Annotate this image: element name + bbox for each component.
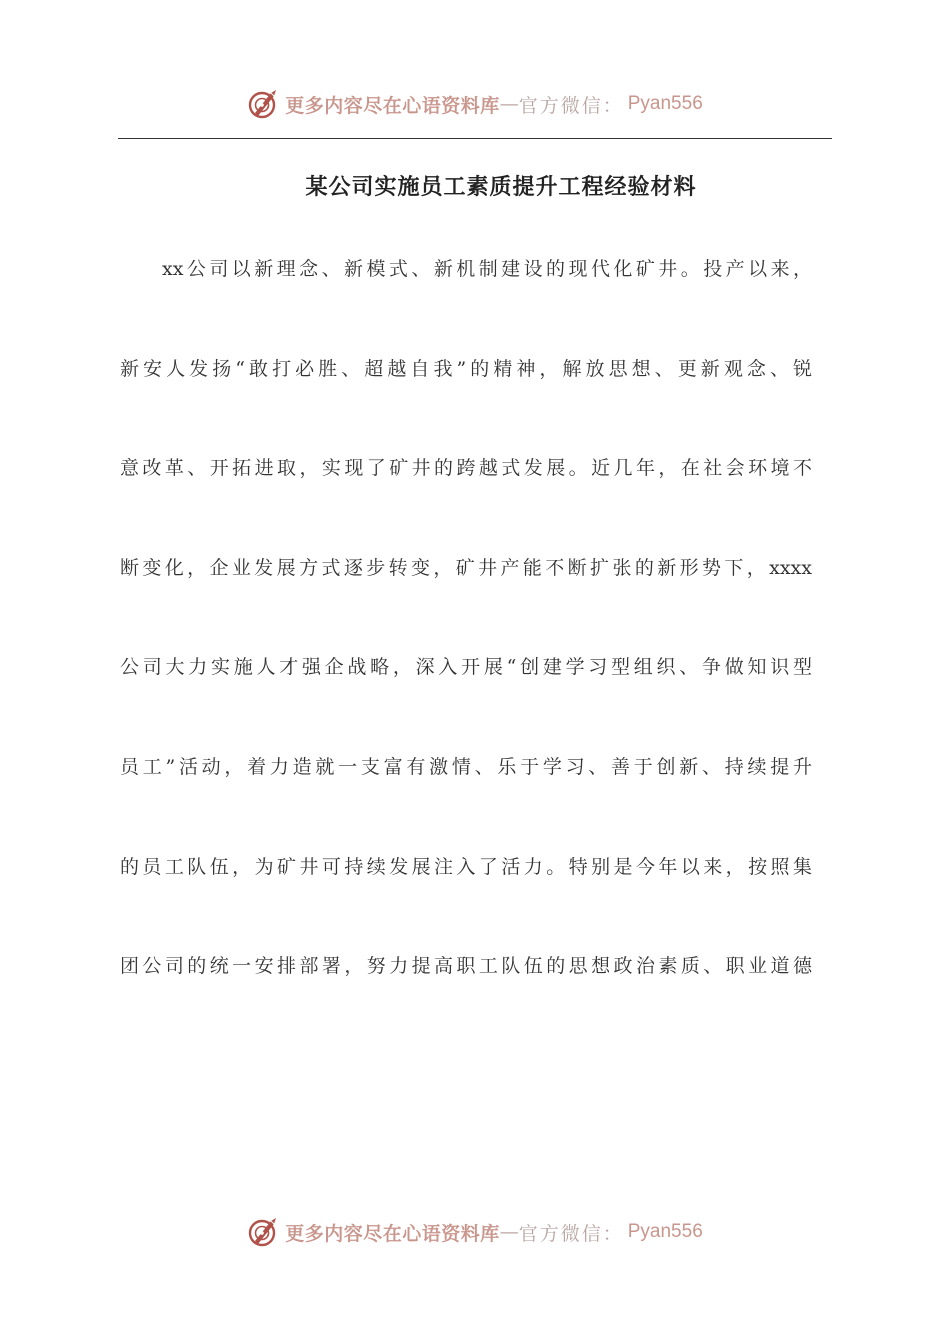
body-line: 团公司的统一安排部署，努力提高职工队伍的思想政治素质、职业道德	[120, 955, 812, 978]
body-line: 断变化，企业发展方式逐步转变，矿井产能不断扩张的新形势下，xxxx	[120, 556, 812, 579]
banner-brand-text: 更多内容尽在心语资料库	[285, 1222, 500, 1245]
document-body	[120, 252, 812, 1049]
pen-nib-logo-icon	[247, 1215, 281, 1249]
header-banner	[0, 84, 950, 124]
header-divider	[118, 138, 832, 139]
banner-separator: —	[499, 93, 519, 115]
banner-wechat-id: Pyan556	[627, 1221, 703, 1242]
body-line: 的员工队伍，为矿井可持续发展注入了活力。特别是今年以来，按照集	[120, 855, 812, 878]
footer-banner	[0, 1212, 950, 1252]
document-title: 某公司实施员工素质提升工程经验材料	[305, 174, 697, 200]
banner-wechat-label: 官方微信：	[518, 1222, 624, 1245]
banner-wechat-id: Pyan556	[627, 93, 703, 114]
body-line: xx公司以新理念、新模式、新机制建设的现代化矿井。投产以来，	[162, 258, 812, 280]
body-line: 公司大力实施人才强企战略，深入开展“创建学习型组织、争做知识型	[120, 656, 812, 679]
banner-separator: —	[499, 1221, 519, 1243]
banner-wechat-label: 官方微信：	[518, 94, 624, 117]
body-line: 意改革、开拓进取，实现了矿井的跨越式发展。近几年，在社会环境不	[120, 457, 812, 480]
body-line: 新安人发扬“敢打必胜、超越自我”的精神，解放思想、更新观念、锐	[120, 357, 812, 380]
banner-brand-text: 更多内容尽在心语资料库	[285, 94, 500, 117]
pen-nib-logo-icon	[247, 87, 281, 121]
body-line: 员工”活动，着力造就一支富有激情、乐于学习、善于创新、持续提升	[120, 755, 812, 778]
